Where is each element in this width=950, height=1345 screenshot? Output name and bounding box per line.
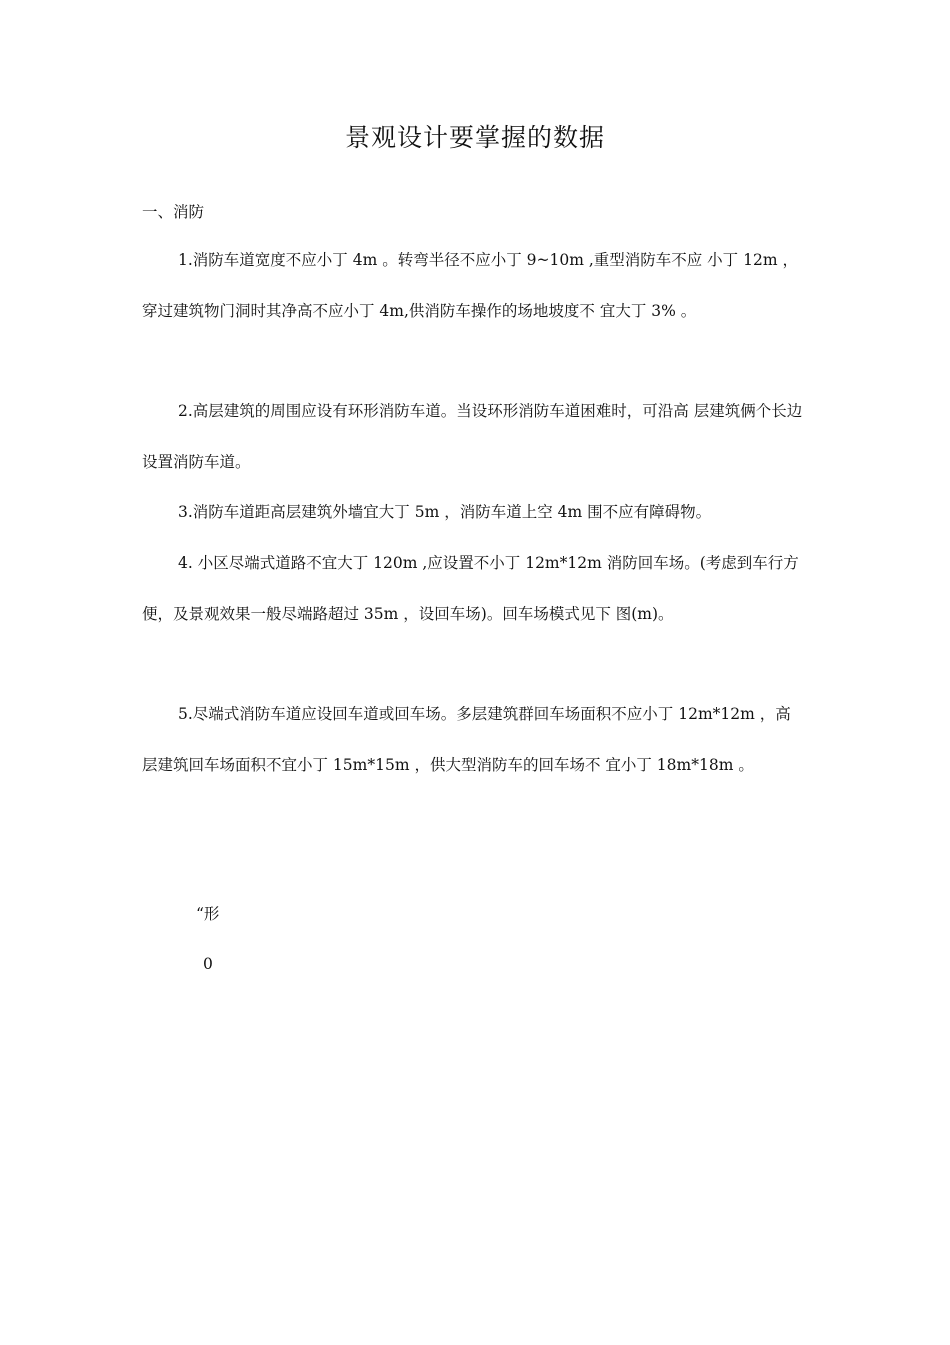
- figure-fragment-number: 0: [203, 955, 213, 973]
- paragraph-4: 4. 小区尽端式道路不宜大丁 120m ,应设置不小丁 12m*12m 消防回车场。(考虑到车行方便，及景观效果一般尽端路超过 35m ，设回车场)。回车场模式见下 图(m)。: [142, 554, 799, 623]
- paragraph-1: 1.消防车道宽度不应小丁 4m 。转弯半径不应小丁 9~10m ,重型消防车不应 小丁 12m ，穿过建筑物门洞时其净高不应小丁 4m,供消防车操作的场地坡度不 宜大丁 3% 。: [142, 251, 798, 320]
- paragraph-5: 5.尽端式消防车道应设回车道或回车场。多层建筑群回车场面积不应小丁 12m*12m ，高层建筑回车场面积不宜小丁 15m*15m ，供大型消防车的回车场不 宜小丁 18m*18m 。: [142, 705, 791, 774]
- page-title: 景观设计要掌握的数据: [344, 123, 605, 152]
- paragraph-3: 3.消防车道距高层建筑外墙宜大丁 5m ，消防车道上空 4m 围不应有障碍物。: [178, 503, 712, 521]
- section-heading-fire-protection: 一、消防: [142, 203, 205, 221]
- figure-fragment-text: “形: [196, 905, 220, 923]
- paragraph-2: 2.高层建筑的周围应设有环形消防车道。当设环形消防车道困难时，可沿高 层建筑俩个长边设置消防车道。: [142, 402, 803, 471]
